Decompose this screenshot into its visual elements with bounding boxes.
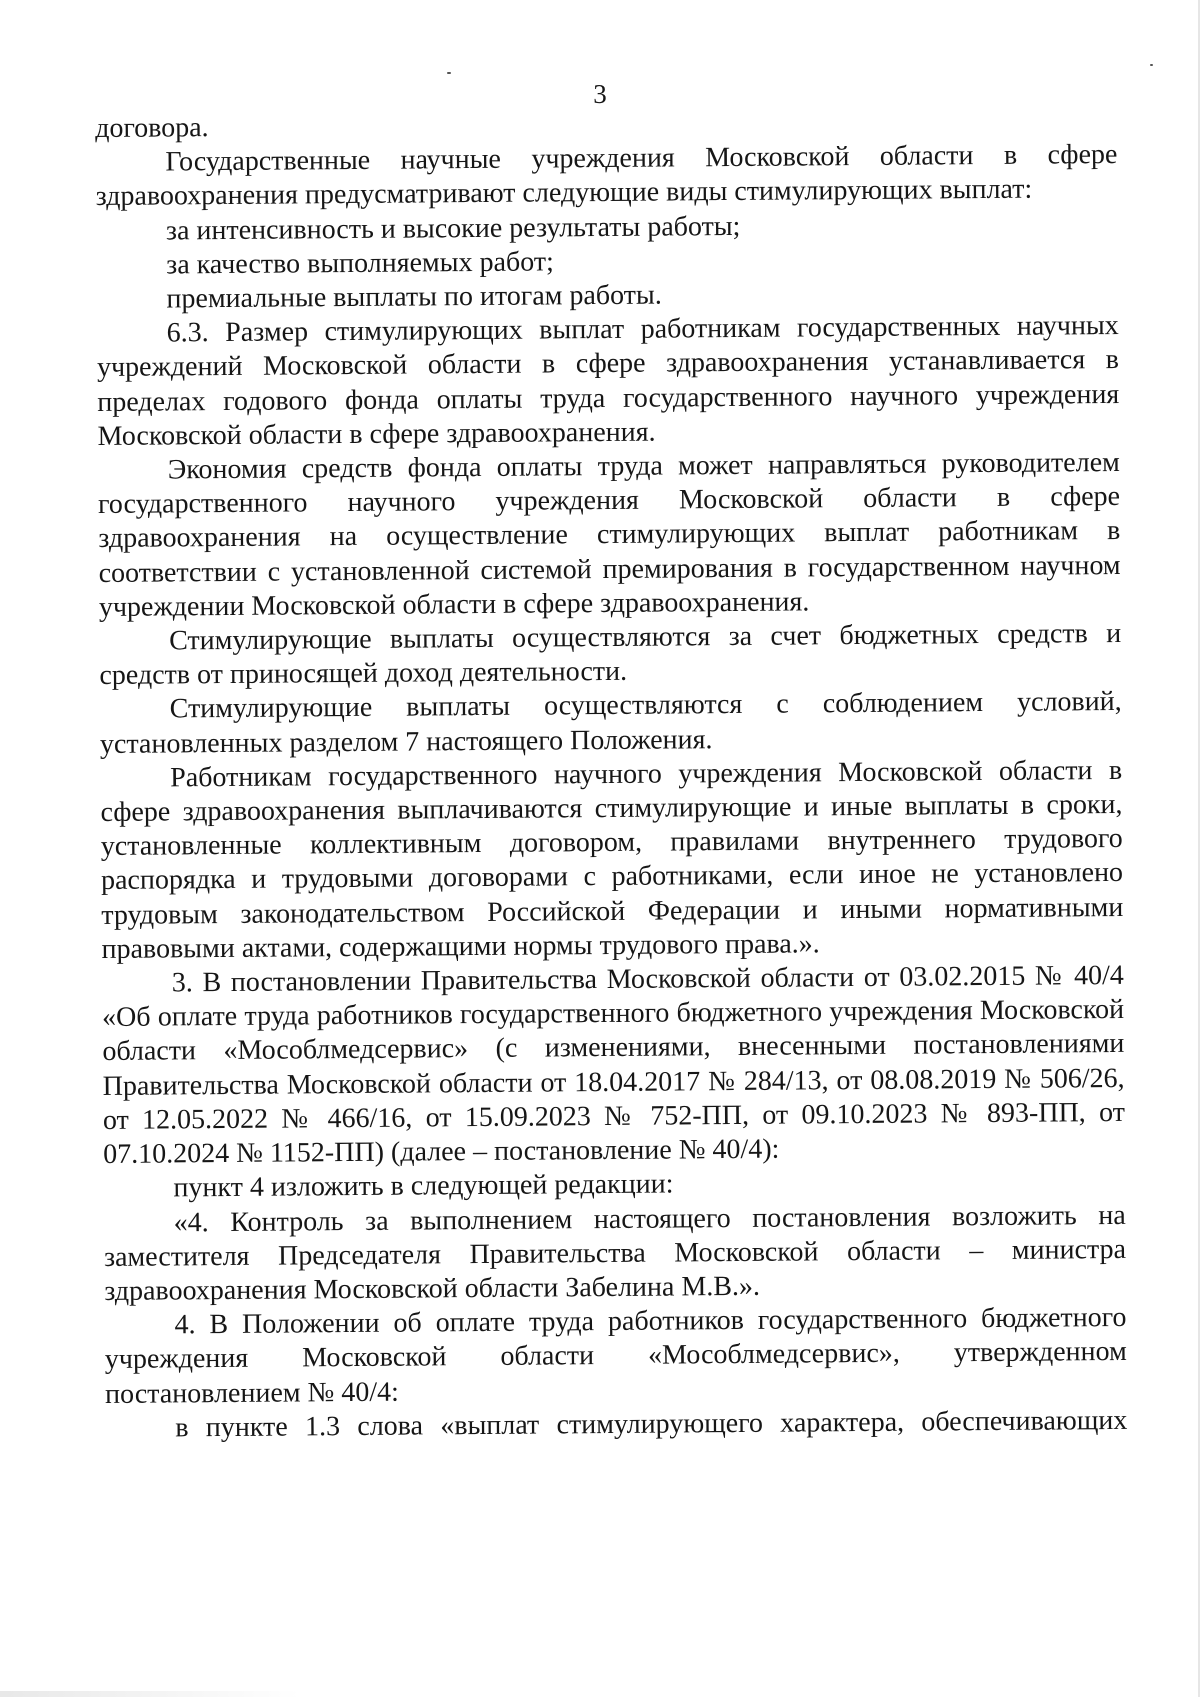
list-item-quality: за качество выполняемых работ; bbox=[166, 246, 554, 281]
scan-footer-artifact bbox=[0, 1691, 300, 1697]
paragraph-section-3: 3. В постановлении Правительства Московской области от 03.02.2015 № 40/4 «Об оплате труда работников государственного бюджетного учреждения Московской области «Мособлмедсервис» (с изменениями, внесенными постановлениями Правительства Московской области от 18.04.2017 № 284/13, от 08.08.2019 № 506/26, от 12.05.2022 № 466/16, от 15.09.2023 № 752-ПП, от 09.10.2023 № 893-ПП, от 07.10.2024 № 1152-ПП) (далее – постановление № 40/4): bbox=[101, 960, 1126, 1171]
paragraph-conditions: Стимулирующие выплаты осуществляются с соблюдением условий, установленных разделом 7 настоящего Положения. bbox=[99, 686, 1122, 760]
paragraph-6-3: 6.3. Размер стимулирующих выплат работникам государственных научных учреждений Московской области в сфере здравоохранения устанавливается в пределах годового фонда оплаты труда государственного научного учреждения Московской области в сфере здравоохранения. bbox=[96, 310, 1120, 452]
paragraph-payment-terms: Работникам государственного научного учреждения Московской области в сфере здравоохранения выплачиваются стимулирующие и иные выплаты в сроки, установленные коллективным договором, правилами внутреннего трудового распорядка и трудовыми договорами с работниками, если иное не установлено трудовым законодательством Российской Федерации и иными нормативными правовыми актами, содержащими нормы трудового права.». bbox=[100, 754, 1124, 965]
paragraph-continuation: договора. bbox=[95, 112, 209, 144]
paragraph-funding-sources: Стимулирующие выплаты осуществляются за счет бюджетных средств и средств от приносящей доход деятельности. bbox=[99, 618, 1122, 692]
page-number: 3 bbox=[593, 79, 607, 109]
paragraph-clause-4-intro: пункт 4 изложить в следующей редакции: bbox=[173, 1168, 674, 1204]
list-item-intensity: за интенсивность и высокие результаты работы; bbox=[165, 210, 741, 247]
scan-speck bbox=[447, 72, 451, 74]
scan-speck bbox=[1150, 64, 1153, 66]
paragraph-clause-1-3: в пункте 1.3 слова «выплат стимулирующего характера, обеспечивающих bbox=[175, 1404, 1128, 1444]
list-item-bonus: премиальные выплаты по итогам работы. bbox=[166, 279, 662, 315]
paragraph-section-4: 4. В Положении об оплате труда работников государственного бюджетного учреждения Московской области «Мособлмедсервис», утвержденном постановлением № 40/4: bbox=[104, 1302, 1127, 1410]
document-body bbox=[95, 104, 1127, 1446]
paragraph-savings: Экономия средств фонда оплаты труда может направляться руководителем государственного научного учреждения Московской области в сфере здравоохранения на осуществление стимулирующих выплат работникам в соответствии с установленной системой премирования в государственном научном учреждении Московской области в сфере здравоохранения. bbox=[97, 446, 1121, 623]
paragraph-payment-types-intro: Государственные научные учреждения Московской области в сфере здравоохранения предусматривают следующие виды стимулирующих выплат: bbox=[95, 139, 1118, 213]
paragraph-clause-4-text: «4. Контроль за выполнением настоящего постановления возложить на заместителя Председателя Правительства Московской области – министра здравоохранения Московской области Забелина М.В.». bbox=[103, 1199, 1127, 1307]
